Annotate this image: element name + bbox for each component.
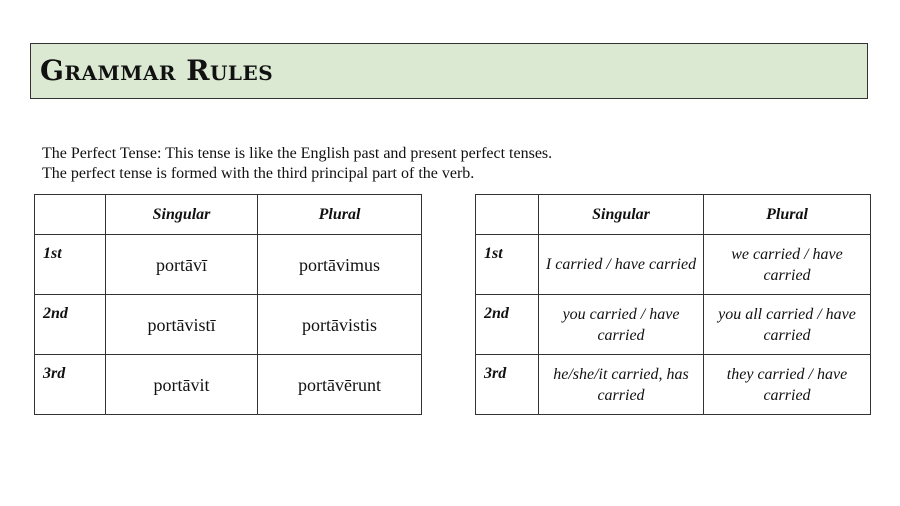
english-translation-cell: we carried / have carried xyxy=(704,235,871,295)
latin-form-cell: portāvērunt xyxy=(258,355,422,415)
latin-form-cell: portāvī xyxy=(106,235,258,295)
english-translation-cell: you all carried / have carried xyxy=(704,295,871,355)
header-cell-empty xyxy=(476,195,539,235)
english-translation-cell: he/she/it carried, has carried xyxy=(539,355,704,415)
person-label: 2nd xyxy=(476,295,539,355)
table-row xyxy=(476,355,871,415)
page-title: Grammar Rules xyxy=(40,54,274,87)
header-singular: Singular xyxy=(106,195,258,235)
intro-text xyxy=(42,144,742,184)
table-row xyxy=(476,295,871,355)
person-label: 3rd xyxy=(35,355,106,415)
table-row xyxy=(35,295,422,355)
english-translation-cell: they carried / have carried xyxy=(704,355,871,415)
table-header-row xyxy=(35,195,422,235)
header-cell-empty xyxy=(35,195,106,235)
intro-line-1: The Perfect Tense: This tense is like the English past and present perfect tenses. xyxy=(42,145,553,162)
person-label: 1st xyxy=(476,235,539,295)
english-translation-table xyxy=(475,194,871,415)
table-row xyxy=(476,235,871,295)
latin-form-cell: portāvistis xyxy=(258,295,422,355)
english-translation-cell: I carried / have carried xyxy=(539,235,704,295)
latin-conjugation-table xyxy=(34,194,422,415)
header-plural: Plural xyxy=(704,195,871,235)
table-header-row xyxy=(476,195,871,235)
latin-form-cell: portāvit xyxy=(106,355,258,415)
person-label: 3rd xyxy=(476,355,539,415)
header-plural: Plural xyxy=(258,195,422,235)
title-banner xyxy=(30,43,868,99)
table-row xyxy=(35,355,422,415)
english-translation-cell: you carried / have carried xyxy=(539,295,704,355)
header-singular: Singular xyxy=(539,195,704,235)
latin-form-cell: portāvistī xyxy=(106,295,258,355)
person-label: 2nd xyxy=(35,295,106,355)
table-row xyxy=(35,235,422,295)
intro-line-2: The perfect tense is formed with the third principal part of the verb. xyxy=(42,165,475,182)
person-label: 1st xyxy=(35,235,106,295)
latin-form-cell: portāvimus xyxy=(258,235,422,295)
